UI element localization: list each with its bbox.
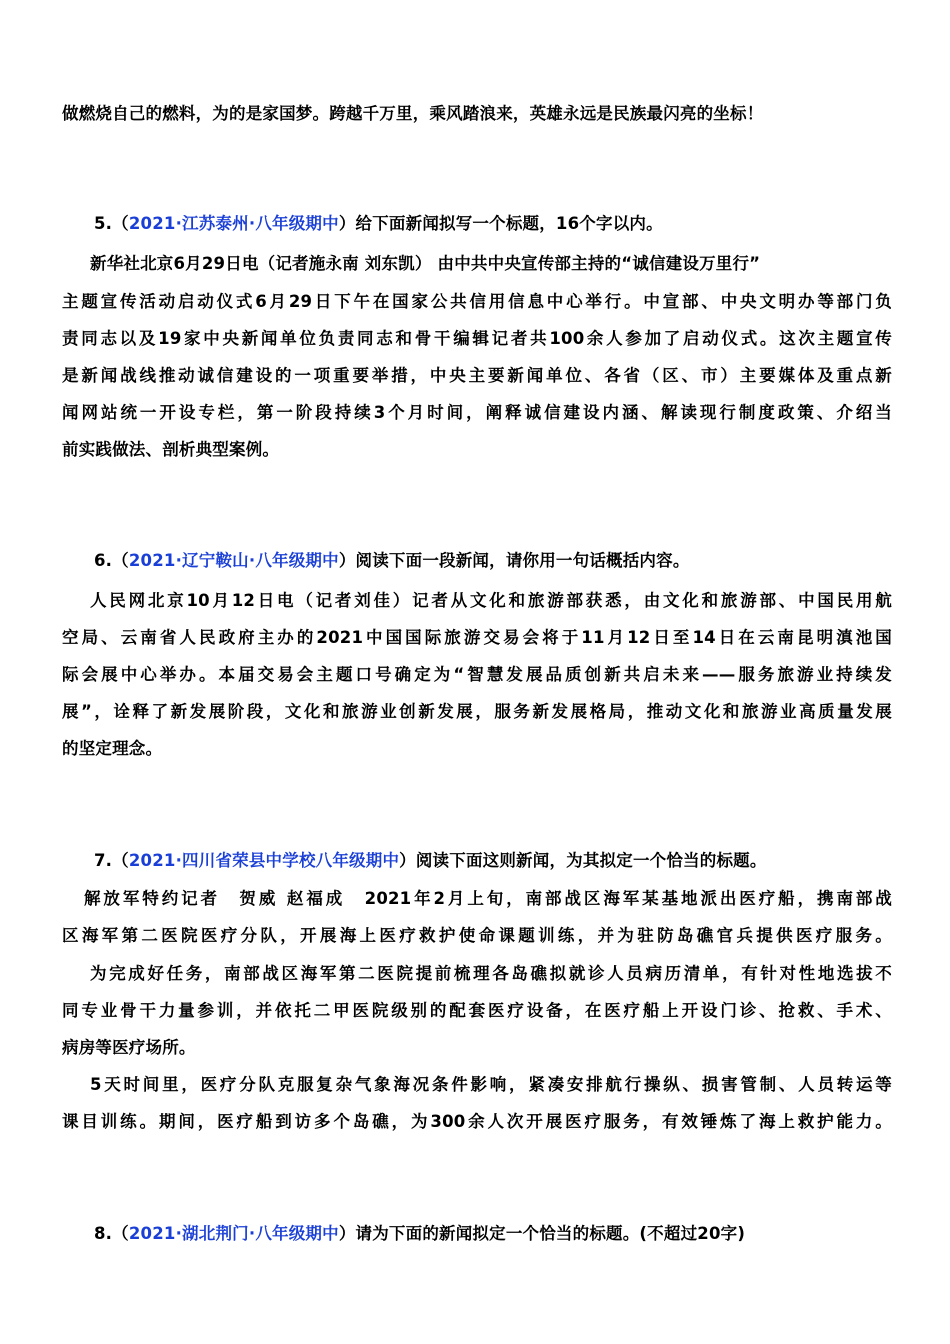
q5-paragraph-line: 新华社北京6月29日电（记者施永南 刘东凯） 由中共中央宣传部主持的“诚信建设万里行”	[90, 254, 761, 273]
q5-paragraph-line: 是新闻战线推动诚信建设的一项重要举措，中央主要新闻单位、各省（区、市）主要媒体及重点新	[62, 366, 892, 385]
question-number: 7.	[94, 851, 113, 870]
q7-paragraph-line: 区海军第二医院医疗分队，开展海上医疗救护使命课题训练，并为驻防岛礁官兵提供医疗服务。	[62, 926, 892, 945]
question-5-header	[94, 212, 663, 236]
open-paren: （	[112, 214, 129, 233]
q5-paragraph-line: 责同志以及19家中央新闻单位负责同志和骨干编辑记者共100余人参加了启动仪式。这次主题宣传	[62, 329, 892, 348]
question-number: 6.	[94, 551, 113, 570]
q7-paragraph-line: 课目训练。期间，医疗船到访多个岛礁，为300余人次开展医疗服务，有效锤炼了海上救护能力。	[62, 1112, 892, 1131]
q6-paragraph-line: 人民网北京10月12日电（记者刘佳）记者从文化和旅游部获悉，由文化和旅游部、中国民用航	[90, 591, 892, 610]
q6-paragraph-line: 的坚定理念。	[62, 739, 163, 758]
q5-paragraph-line: 前实践做法、剖析典型案例。	[62, 440, 280, 459]
question-prompt: ）阅读下面这则新闻，为其拟定一个恰当的标题。	[399, 851, 767, 870]
question-source: 2021·四川省荣县中学校八年级期中	[128, 851, 400, 870]
open-paren: （	[112, 1224, 129, 1243]
question-source: 2021·湖北荆门·八年级期中	[128, 1224, 339, 1243]
question-prompt: ）给下面新闻拟写一个标题，16个字以内。	[338, 214, 663, 233]
q6-paragraph-line: 展”，诠释了新发展阶段，文化和旅游业创新发展，服务新发展格局，推动文化和旅游业高质量发展	[62, 702, 892, 721]
q7-paragraph-line: 解放军特约记者 贺威 赵福成 2021年2月上旬，南部战区海军某基地派出医疗船，携南部战	[84, 889, 892, 908]
question-prompt: ）阅读下面一段新闻，请你用一句话概括内容。	[338, 551, 690, 570]
q7-paragraph-line: 同专业骨干力量参训，并依托二甲医院级别的配套医疗设备，在医疗船上开设门诊、抢救、手术、	[62, 1001, 892, 1020]
question-8-header	[94, 1222, 745, 1246]
question-source: 2021·辽宁鞍山·八年级期中	[128, 551, 339, 570]
q6-paragraph-line: 际会展中心举办。本届交易会主题口号确定为“智慧发展品质创新共启未来——服务旅游业持续发	[62, 665, 892, 684]
q7-paragraph-line: 为完成好任务，南部战区海军第二医院提前梳理各岛礁拟就诊人员病历清单，有针对性地选拔不	[90, 964, 892, 983]
open-paren: （	[112, 851, 129, 870]
question-6-header	[94, 549, 690, 573]
question-number: 8.	[94, 1224, 113, 1243]
question-prompt: ）请为下面的新闻拟定一个恰当的标题。(不超过20字)	[338, 1224, 746, 1243]
question-number: 5.	[94, 214, 113, 233]
q5-paragraph-line: 主题宣传活动启动仪式6月29日下午在国家公共信用信息中心举行。中宣部、中央文明办等部门负	[62, 292, 892, 311]
question-source: 2021·江苏泰州·八年级期中	[128, 214, 339, 233]
q5-paragraph-line: 闻网站统一开设专栏，第一阶段持续3个月时间，阐释诚信建设内涵、解读现行制度政策、介绍当	[62, 403, 892, 422]
question-7-header	[94, 849, 767, 873]
q7-paragraph-line: 5天时间里，医疗分队克服复杂气象海况条件影响，紧凑安排航行操纵、损害管制、人员转运等	[90, 1075, 892, 1094]
q7-paragraph-line: 病房等医疗场所。	[62, 1038, 196, 1057]
q6-paragraph-line: 空局、云南省人民政府主办的2021中国国际旅游交易会将于11月12日至14日在云南昆明滇池国	[62, 628, 892, 647]
intro-line: 做燃烧自己的燃料，为的是家国梦。跨越千万里，乘风踏浪来，英雄永远是民族最闪亮的坐标！	[62, 104, 764, 123]
open-paren: （	[112, 551, 129, 570]
